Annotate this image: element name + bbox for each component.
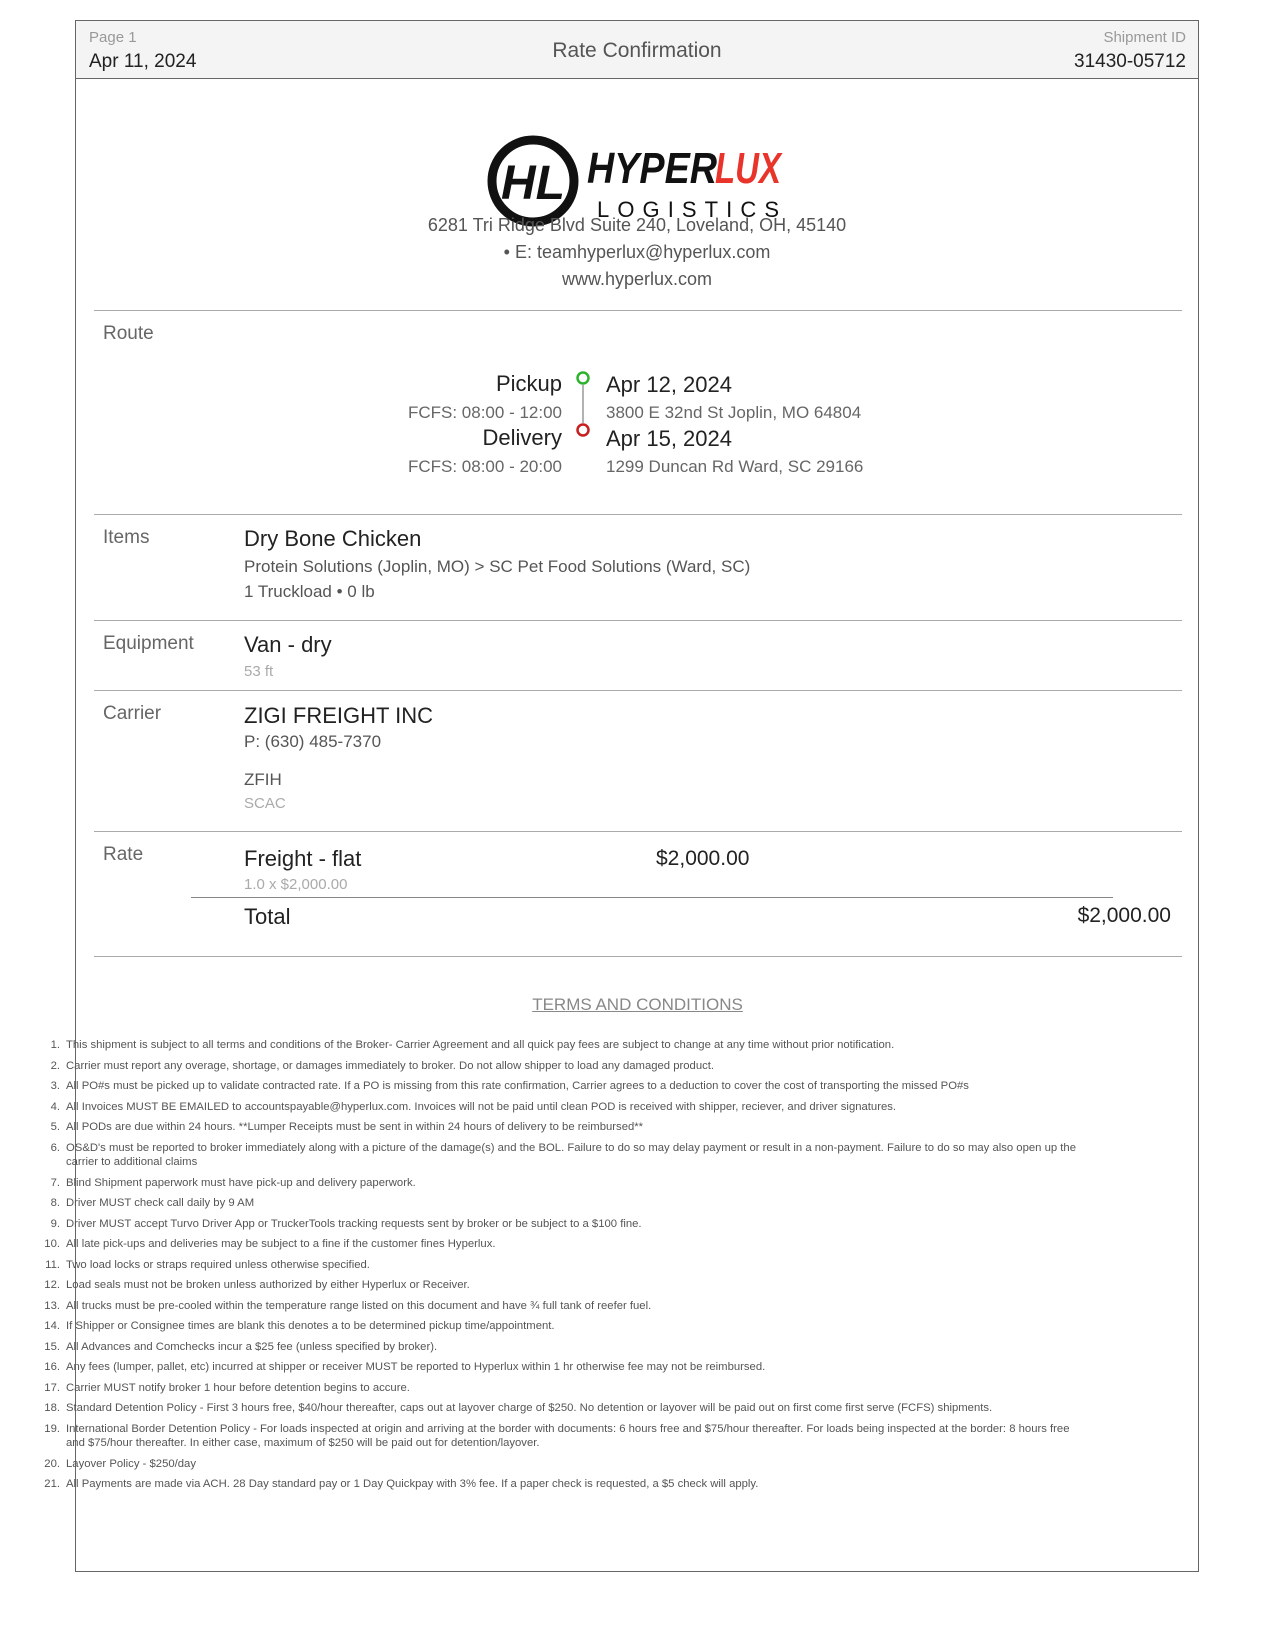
terms-item <box>42 1120 1082 1135</box>
item-name: Dry Bone Chicken <box>244 526 422 551</box>
document-header <box>76 21 1198 79</box>
equipment-label: Equipment <box>103 633 194 654</box>
item-quantity: 1 Truckload • 0 lb <box>244 582 375 601</box>
terms-item <box>42 1360 1082 1375</box>
rate-total-divider <box>191 897 1113 898</box>
terms-item <box>42 1059 1082 1074</box>
terms-item <box>42 1381 1082 1396</box>
company-address: 6281 Tri Ridge Blvd Suite 240, Loveland, OH, 45140 <box>427 215 847 235</box>
divider <box>94 956 1182 957</box>
terms-item-text: Carrier MUST notify broker 1 hour before detention begins to accure. <box>66 1381 410 1394</box>
terms-item-number: 13. <box>44 1299 60 1312</box>
company-website[interactable]: www.hyperlux.com <box>561 269 713 289</box>
document-date: Apr 11, 2024 <box>89 51 197 72</box>
rate-total-amount: $2,000.00 <box>1077 904 1171 927</box>
terms-item <box>42 1038 1082 1053</box>
document-title: Rate Confirmation <box>552 39 722 62</box>
divider <box>94 690 1182 691</box>
logo-subtitle: LOGISTICS <box>597 197 779 222</box>
terms-item-text: All late pick-ups and deliveries may be subject to a fine if the customer fines Hyperlux. <box>66 1238 496 1250</box>
divider <box>94 620 1182 621</box>
delivery-date: Apr 15, 2024 <box>606 426 732 451</box>
divider <box>94 514 1182 515</box>
terms-item-number: 20. <box>44 1457 60 1470</box>
delivery-address: 1299 Duncan Rd Ward, SC 29166 <box>606 457 864 476</box>
terms-item <box>42 1457 1082 1472</box>
rate-line-calc: 1.0 x $2,000.00 <box>244 876 348 893</box>
carrier-scac-label: SCAC <box>244 795 286 812</box>
carrier-phone: P: (630) 485-7370 <box>244 732 382 751</box>
rate-label: Rate <box>103 844 144 865</box>
terms-item-number: 11. <box>45 1258 60 1271</box>
terms-item-number: 15. <box>44 1340 60 1353</box>
route-label: Route <box>103 323 154 344</box>
terms-item <box>42 1422 1082 1451</box>
delivery-marker-icon <box>578 425 589 436</box>
terms-item-number: 10. <box>44 1238 60 1250</box>
company-email[interactable]: • E: teamhyperlux@hyperlux.com <box>503 242 771 262</box>
terms-item-text: All PODs are due within 24 hours. **Lumper Receipts must be sent in within 24 hours of delivery to be reimbursed** <box>66 1121 644 1133</box>
terms-item-text: Layover Policy - $250/day <box>66 1457 196 1470</box>
terms-item <box>42 1319 1082 1334</box>
terms-item-number: 8. <box>50 1197 60 1209</box>
terms-item-number: 9. <box>50 1217 60 1230</box>
route-timeline <box>573 367 593 439</box>
terms-item-text: All PO#s must be picked up to validate contracted rate. If a PO is missing from this rate confirmation, Carrier agrees to a deduction to cover the cost of transporting the missed PO#s <box>66 1080 969 1092</box>
terms-item-number: 5. <box>50 1121 60 1133</box>
logo-initials: HL <box>501 157 565 210</box>
carrier-name: ZIGI FREIGHT INC <box>244 703 434 728</box>
terms-item-number: 17. <box>44 1381 60 1394</box>
terms-item-text: Driver MUST accept Turvo Driver App or TruckerTools tracking requests sent by broker or be subject to a $100 fine. <box>66 1217 642 1230</box>
terms-item-text: Two load locks or straps required unless otherwise specified. <box>66 1258 370 1271</box>
delivery-label: Delivery <box>482 425 562 450</box>
logo-word-lux: LUX <box>715 144 783 193</box>
terms-item-number: 4. <box>50 1100 60 1113</box>
terms-item-text: Load seals must not be broken unless authorized by either Hyperlux or Receiver. <box>66 1279 470 1291</box>
carrier-scac: ZFIH <box>244 770 282 789</box>
equipment-type: Van - dry <box>244 632 332 657</box>
items-label: Items <box>103 527 150 548</box>
rate-line-amount: $2,000.00 <box>656 847 750 870</box>
terms-item-number: 16. <box>44 1361 60 1373</box>
terms-item-text: All Advances and Comchecks incur a $25 fee (unless specified by broker). <box>66 1340 438 1353</box>
pickup-label: Pickup <box>495 371 562 396</box>
terms-item-number: 18. <box>44 1402 60 1414</box>
terms-item <box>42 1100 1082 1115</box>
shipment-id-label: Shipment ID <box>1103 29 1186 46</box>
delivery-window: FCFS: 08:00 - 20:00 <box>407 457 562 476</box>
terms-item <box>42 1258 1082 1273</box>
pickup-address: 3800 E 32nd St Joplin, MO 64804 <box>606 403 862 422</box>
terms-item-text: International Border Detention Policy - For loads inspected at origin and arriving at the border with documents: 6 hours free and $75/hour thereafter. For loads being inspected at the border: 8 hours free and $75/hour thereafter. In either case, maximum of $250 will be paid out for detention/layover. <box>66 1422 1070 1449</box>
terms-item-number: 1. <box>50 1039 60 1051</box>
terms-item <box>42 1340 1082 1355</box>
item-lane: Protein Solutions (Joplin, MO) > SC Pet Food Solutions (Ward, SC) <box>244 557 751 576</box>
terms-item-text: Standard Detention Policy - First 3 hours free, $40/hour thereafter, caps out at layover charge of $250. No detention or layover will be paid out on first come first serve (FCFS) shipments. <box>66 1402 993 1414</box>
terms-item-number: 21. <box>44 1478 60 1490</box>
divider <box>94 831 1182 832</box>
terms-item <box>42 1196 1082 1211</box>
terms-item-number: 3. <box>50 1080 60 1092</box>
rate-line-name: Freight - flat <box>244 846 362 871</box>
terms-item-number: 12. <box>44 1279 60 1291</box>
terms-item-number: 19. <box>44 1422 60 1435</box>
terms-heading-text: TERMS AND CONDITIONS <box>532 995 743 1014</box>
terms-item-text: If Shipper or Consignee times are blank this denotes a to be determined pickup time/appointment. <box>66 1320 555 1332</box>
terms-heading <box>0 995 1275 1015</box>
terms-item-text: OS&D's must be reported to broker immediately along with a picture of the damage(s) and the BOL. Failure to do so may delay payment or result in a non-payment. Failure to do so may also open up the carrier to additional claims <box>66 1141 1076 1168</box>
logo-word-hyper: HYPER <box>587 144 718 193</box>
terms-item <box>42 1079 1082 1094</box>
terms-item-text: All Payments are made via ACH. 28 Day standard pay or 1 Day Quickpay with 3% fee. If a paper check is requested, a $5 check will apply. <box>66 1478 759 1490</box>
terms-item <box>42 1278 1082 1293</box>
terms-item-text: Carrier must report any overage, shortage, or damages immediately to broker. Do not allow shipper to load any damaged product. <box>66 1059 715 1072</box>
terms-item <box>42 1477 1082 1492</box>
rate-total-label: Total <box>244 904 291 929</box>
terms-item <box>42 1141 1082 1170</box>
terms-item <box>42 1401 1082 1416</box>
terms-item-number: 7. <box>50 1176 60 1189</box>
pickup-date: Apr 12, 2024 <box>606 372 732 397</box>
terms-item-text: All Invoices MUST BE EMAILED to accountspayable@hyperlux.com. Invoices will not be paid until clean POD is received with shipper, reciever, and driver signatures. <box>66 1100 897 1113</box>
terms-item <box>42 1176 1082 1191</box>
terms-item <box>42 1217 1082 1232</box>
terms-item <box>42 1299 1082 1314</box>
terms-item-text: Driver MUST check call daily by 9 AM <box>66 1197 255 1209</box>
terms-item-text: Any fees (lumper, pallet, etc) incurred at shipper or receiver MUST be reported to Hyperlux within 1 hr otherwise fee may not be reimbursed. <box>66 1361 766 1373</box>
terms-item <box>42 1237 1082 1252</box>
terms-item-number: 6. <box>50 1141 60 1154</box>
carrier-label: Carrier <box>103 703 162 724</box>
equipment-length: 53 ft <box>244 663 274 680</box>
terms-item-text: All trucks must be pre-cooled within the temperature range listed on this document and have ¾ full tank of reefer fuel. <box>66 1299 652 1312</box>
terms-list <box>42 1038 1082 1498</box>
pickup-marker-icon <box>578 373 589 384</box>
terms-item-number: 2. <box>50 1059 60 1072</box>
shipment-id: 31430-05712 <box>1074 51 1186 72</box>
terms-item-text: Blind Shipment paperwork must have pick-up and delivery paperwork. <box>66 1176 416 1189</box>
terms-item-number: 14. <box>44 1320 60 1332</box>
terms-item-text: This shipment is subject to all terms and conditions of the Broker- Carrier Agreement and all quick pay fees are subject to change at any time without prior notification. <box>66 1039 895 1051</box>
divider <box>94 310 1182 311</box>
page-number: Page 1 <box>89 29 137 46</box>
pickup-window: FCFS: 08:00 - 12:00 <box>407 403 562 422</box>
